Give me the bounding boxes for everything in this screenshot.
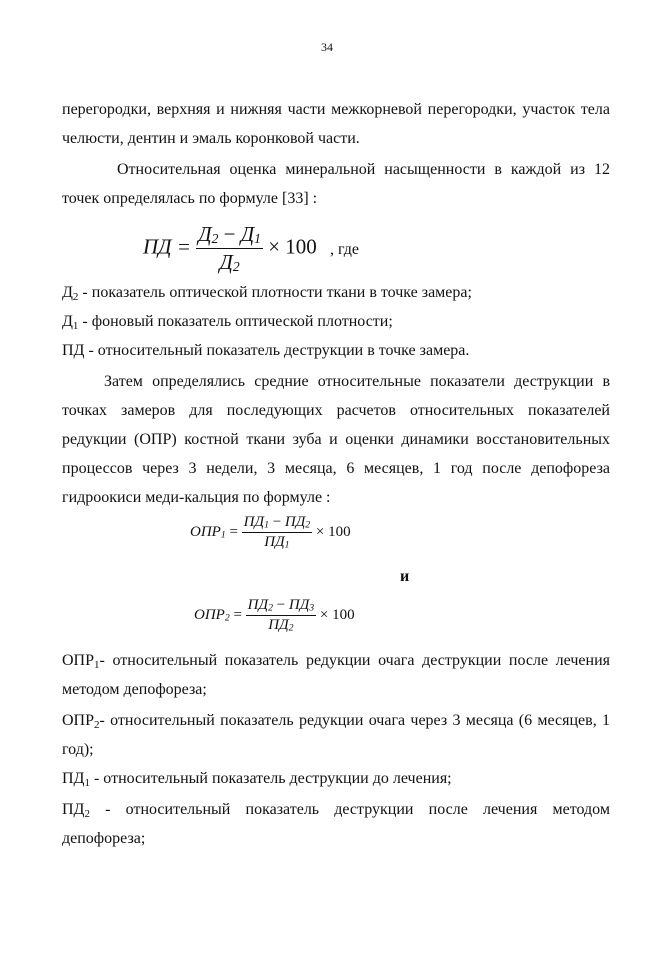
definition-pd2-cont: депофореза; <box>62 830 146 847</box>
text-line: гидроокиси меди-кальция по формуле : <box>62 489 331 506</box>
paragraph-first-line: Относительная оценка минеральной насыщенности в каждой из 12 <box>117 161 610 178</box>
formula-multiplier: × 100 <box>319 606 355 623</box>
formula-lhs: ОПР1 = <box>190 523 238 541</box>
formula-opr1 <box>190 514 351 551</box>
definition-opr1-cont: методом депофореза; <box>62 681 207 698</box>
formula-numerator: ПД1 − ПД2 <box>242 514 313 533</box>
text-line: редукции (ОПР) костной ткани зуба и оценки динамики восстановительных <box>62 431 610 448</box>
definition-pd1: ПД1 - относительный показатель деструкции до лечения; <box>62 770 452 789</box>
formula-denominator: ПД2 <box>268 617 294 634</box>
definition-opr1: ОПР1- относительный показатель редукции очага деструкции после лечения <box>62 652 610 671</box>
formula-multiplier: × 100 <box>315 523 351 540</box>
formula-denominator: Д2 <box>219 250 240 275</box>
formula-lhs: ПД = <box>143 234 191 259</box>
formula-pd <box>143 222 317 275</box>
definition-d1: Д1 - фоновый показатель оптической плотности; <box>62 313 393 332</box>
formula-fraction <box>196 222 263 275</box>
formula-numerator: ПД2 − ПД3 <box>246 597 317 616</box>
text-line: точек определялась по формуле [33] : <box>62 190 318 207</box>
formula-fraction <box>246 597 317 634</box>
definition-opr2-cont: год); <box>62 741 94 758</box>
conjunction: и <box>400 568 410 585</box>
definition-pd2: ПД2 - относительный показатель деструкции после лечения методом <box>62 801 610 820</box>
definition-d2: Д2 - показатель оптической плотности ткани в точке замера; <box>62 284 472 303</box>
formula-fraction <box>242 514 313 551</box>
formula-where: , где <box>330 241 360 258</box>
formula-lhs: ОПР2 = <box>194 606 242 624</box>
definition-opr2: ОПР2- относительный показатель редукции очага через 3 месяца (6 месяцев, 1 <box>62 712 610 731</box>
page-number: 34 <box>321 40 333 54</box>
formula-denominator: ПД1 <box>264 534 290 551</box>
definition-pd: ПД - относительный показатель деструкции в точке замера. <box>62 342 470 359</box>
formula-numerator: Д2 − Д1 <box>196 222 263 249</box>
paragraph-first-line: Затем определялись средние относительные показатели деструкции в <box>104 373 610 390</box>
text-line: точках замеров для последующих расчетов относительных показателей <box>62 402 610 419</box>
formula-opr2 <box>194 597 355 634</box>
text-line: перегородки, верхняя и нижняя части межкорневой перегородки, участок тела <box>62 101 610 118</box>
formula-multiplier: × 100 <box>268 234 317 259</box>
text-line: челюсти, дентин и эмаль коронковой части. <box>62 130 360 147</box>
text-line: процессов через 3 недели, 3 месяца, 6 месяцев, 1 год после депофореза <box>62 460 610 477</box>
